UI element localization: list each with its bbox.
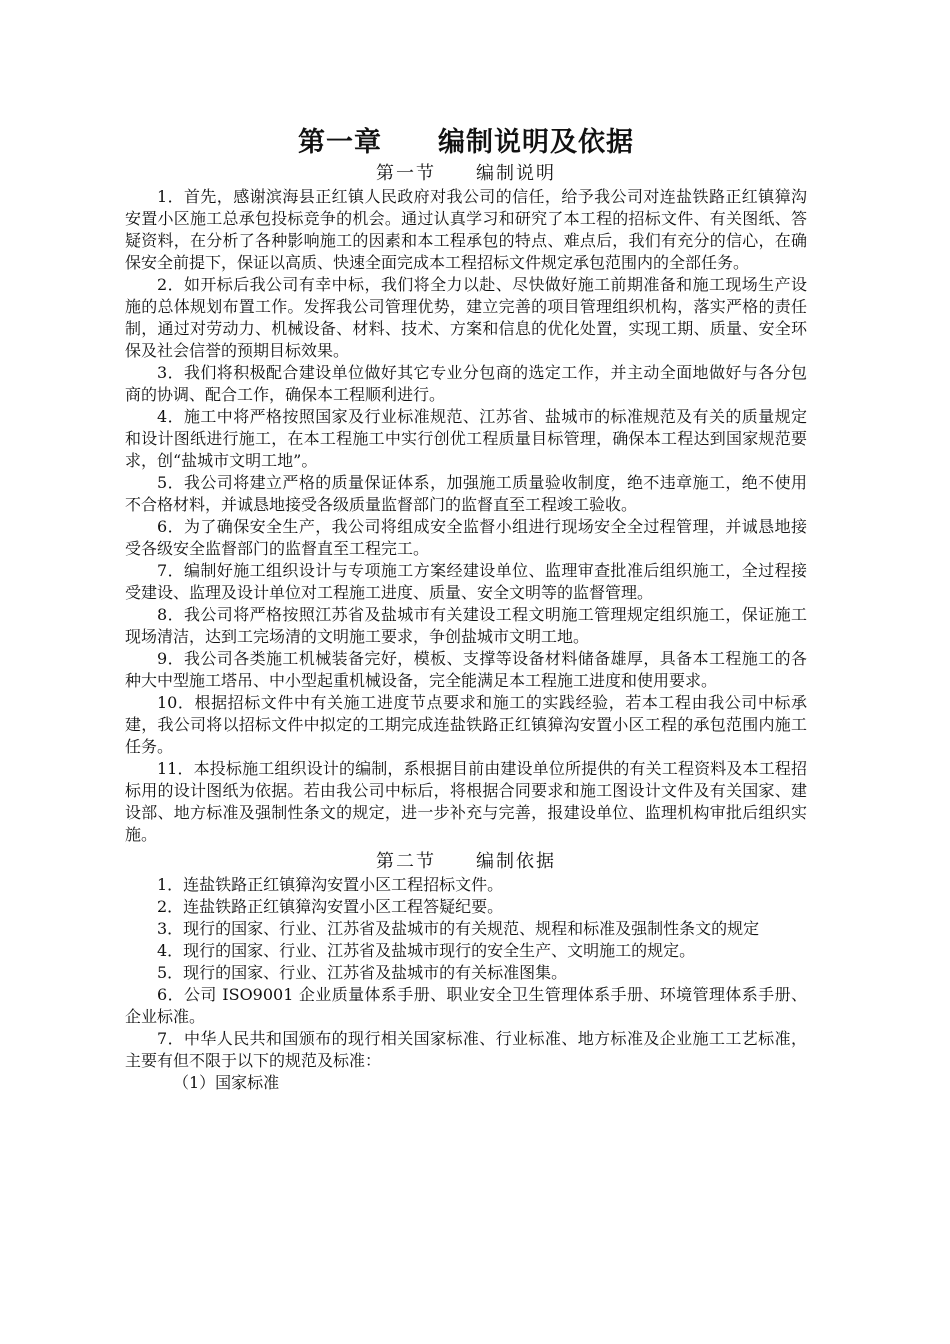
paragraph: 4．施工中将严格按照国家及行业标准规范、江苏省、盐城市的标准规范及有关的质量规定和设计图纸进行施工，在本工程施工中实行创优工程质量目标管理，确保本工程达到国家规范要求，创“盐城市文明工地”。 [125, 407, 807, 470]
document-page [125, 125, 807, 1094]
paragraph: 7．编制好施工组织设计与专项施工方案经建设单位、监理审查批准后组织施工，全过程接受建设、监理及设计单位对工程施工进度、质量、安全文明等的监督管理。 [125, 561, 807, 602]
paragraph: 3．我们将积极配合建设单位做好其它专业分包商的选定工作，并主动全面地做好与各分包商的协调、配合工作，确保本工程顺利进行。 [125, 363, 807, 404]
paragraph: 3．现行的国家、行业、江苏省及盐城市的有关规范、规程和标准及强制性条文的规定 [157, 919, 760, 938]
chapter-title: 第一章 编制说明及依据 [298, 127, 634, 158]
section-2-title: 第二节 编制依据 [376, 851, 556, 872]
paragraph: 1．首先，感谢滨海县正红镇人民政府对我公司的信任，给予我公司对连盐铁路正红镇獐沟安置小区施工总承包投标竞争的机会。通过认真学习和研究了本工程的招标文件、有关图纸、答疑资料，在分析了各种影响施工的因素和本工程承包的特点、难点后，我们有充分的信心，在确保安全前提下，保证以高质、快速全面完成本工程招标文件规定承包范围内的全部任务。 [125, 187, 807, 272]
paragraph: 9．我公司各类施工机械装备完好，模板、支撑等设备材料储备雄厚，具备本工程施工的各种大中型施工塔吊、中小型起重机械设备，完全能满足本工程施工进度和使用要求。 [125, 649, 807, 690]
paragraph: 1．连盐铁路正红镇獐沟安置小区工程招标文件。 [157, 875, 504, 894]
paragraph: 8．我公司将严格按照江苏省及盐城市有关建设工程文明施工管理规定组织施工，保证施工现场清洁，达到工完场清的文明施工要求，争创盐城市文明工地。 [125, 605, 807, 646]
paragraph: 2．连盐铁路正红镇獐沟安置小区工程答疑纪要。 [157, 897, 504, 916]
paragraph: 10．根据招标文件中有关施工进度节点要求和施工的实践经验，若本工程由我公司中标承建，我公司将以招标文件中拟定的工期完成连盐铁路正红镇獐沟安置小区工程的承包范围内施工任务。 [125, 693, 807, 756]
paragraph: 7．中华人民共和国颁布的现行相关国家标准、行业标准、地方标准及企业施工工艺标准，主要有但不限于以下的规范及标准： [125, 1029, 807, 1070]
paragraph: 2．如开标后我公司有幸中标，我们将全力以赴、尽快做好施工前期准备和施工现场生产设施的总体规划布置工作。发挥我公司管理优势，建立完善的项目管理组织机构，落实严格的责任制，通过对劳动力、机械设备、材料、技术、方案和信息的优化处置，实现工期、质量、安全环保及社会信誉的预期目标效果。 [125, 275, 807, 360]
paragraph: 4．现行的国家、行业、江苏省及盐城市现行的安全生产、文明施工的规定。 [157, 941, 696, 960]
paragraph: 6．公司 ISO9001 企业质量体系手册、职业安全卫生管理体系手册、环境管理体系手册、企业标准。 [125, 985, 807, 1026]
section-2 [125, 850, 807, 1094]
sub-item-national-standards: （1）国家标准 [173, 1073, 280, 1092]
paragraph: 5．现行的国家、行业、江苏省及盐城市的有关标准图集。 [157, 963, 568, 982]
paragraph: 11．本投标施工组织设计的编制，系根据目前由建设单位所提供的有关工程资料及本工程招标用的设计图纸为依据。若由我公司中标后，将根据合同要求和施工图设计文件及有关国家、建设部、地方标准及强制性条文的规定，进一步补充与完善，报建设单位、监理机构审批后组织实施。 [125, 759, 807, 844]
paragraph: 5．我公司将建立严格的质量保证体系，加强施工质量验收制度，绝不违章施工，绝不使用不合格材料，并诚恳地接受各级质量监督部门的监督直至工程竣工验收。 [125, 473, 807, 514]
section-1 [125, 162, 807, 846]
section-1-title: 第一节 编制说明 [376, 163, 556, 184]
paragraph: 6．为了确保安全生产，我公司将组成安全监督小组进行现场安全全过程管理，并诚恳地接受各级安全监督部门的监督直至工程完工。 [125, 517, 807, 558]
